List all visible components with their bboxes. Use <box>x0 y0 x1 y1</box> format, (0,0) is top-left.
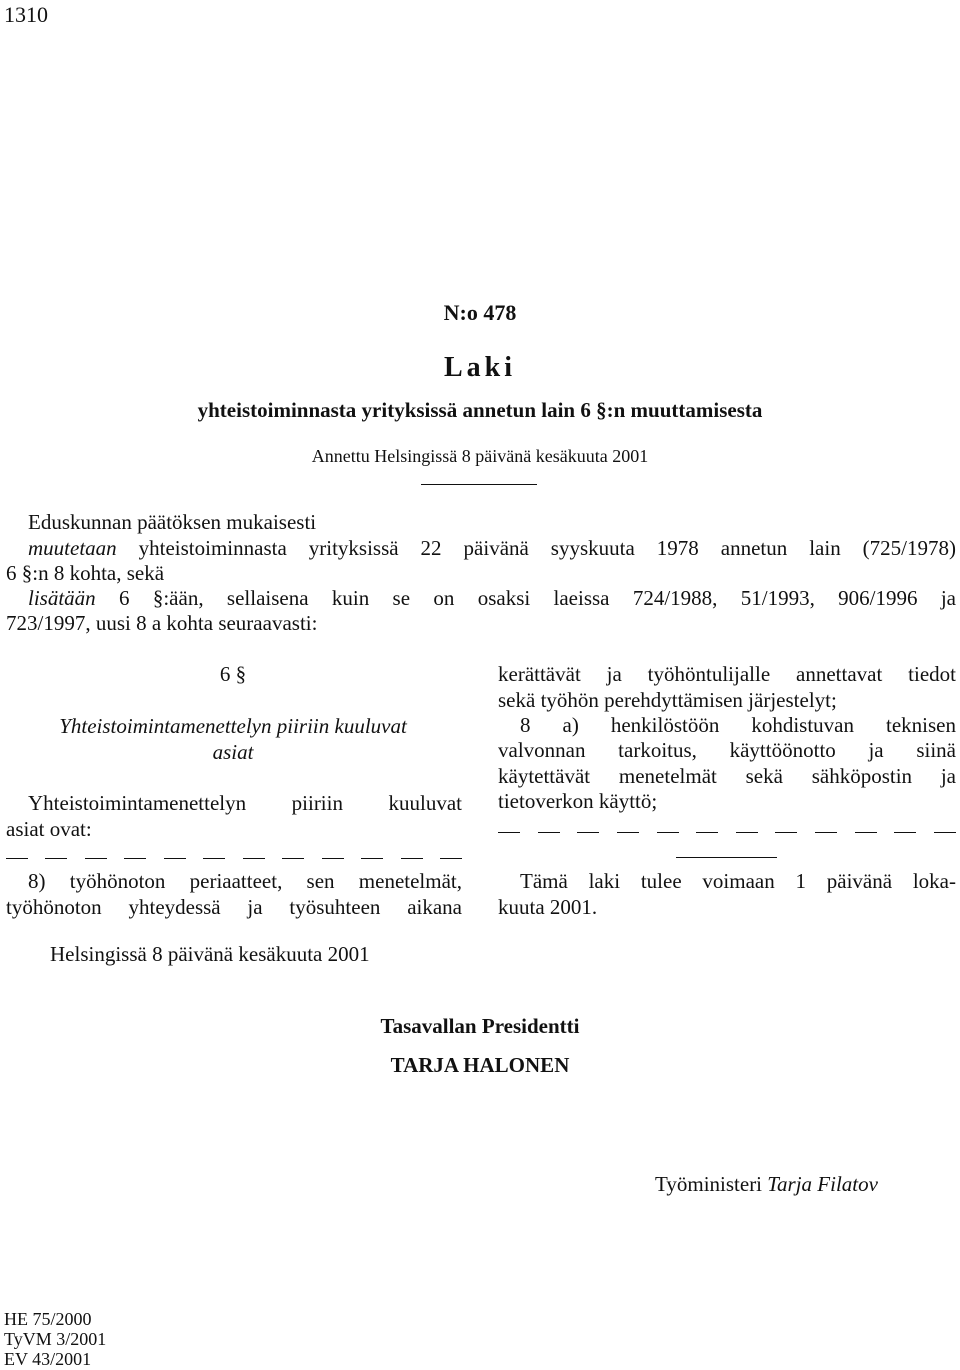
preamble-cont-3 <box>6 611 956 637</box>
minister-signature: Työministeri Tarja Filatov <box>655 1172 878 1196</box>
statute-number: N:o 478 <box>443 300 517 325</box>
right-line-2: sekä työhön perehdyttämisen järjestelyt; <box>498 687 837 712</box>
preamble-cont-2 <box>28 586 956 612</box>
right-line-4: valvonnan tarkoitus, käyttöönotto ja siinä <box>498 738 956 762</box>
right-line-6: tietoverkon käyttö; <box>498 789 658 813</box>
reference-ev: EV 43/2001 <box>4 1349 92 1369</box>
section-body-line-1: Yhteistoimintamenettelyn piiriin kuuluvat <box>28 791 462 815</box>
reference-he: HE 75/2000 <box>4 1309 92 1329</box>
preamble-line-1: Eduskunnan päätöksen mukaisesti <box>28 510 317 534</box>
right-column-text <box>498 662 956 713</box>
right-line-5: käytettävät menetelmät sekä sähköpostin ja <box>498 763 956 788</box>
preamble-line-4: lisätään 6 §:ään, sellaisena kuin se on osaksi laeissa 724/1988, 51/1993, 906/1996 ja <box>28 586 956 610</box>
entry-into-force-1: Tämä laki tulee voimaan 1 päivänä loka- <box>520 869 956 893</box>
president-name: TARJA HALONEN <box>390 1053 570 1077</box>
law-title: Laki <box>443 352 517 383</box>
section-heading: Yhteistoimintamenettelyn piiriin kuuluvat asiat <box>59 714 407 764</box>
header-divider <box>421 484 537 485</box>
preamble-line-5: 723/1997, uusi 8 a kohta seuraavasti: <box>6 611 318 635</box>
item-8a-line-1-wrap <box>520 713 956 739</box>
right-line-3: 8 a) henkilöstöön kohdistuvan teknisen <box>520 713 956 737</box>
omission-dashes-left <box>6 858 462 859</box>
preamble-cont <box>6 561 956 587</box>
president-role: Tasavallan Presidentti <box>380 1014 580 1038</box>
omission-dashes-right <box>498 832 956 833</box>
preamble-line-2: muutetaan yhteistoiminnasta yrityksissä 22 päivänä syyskuuta 1978 annetun lain (725/1978) <box>28 535 956 560</box>
page-number: 1310 <box>4 2 48 27</box>
entry-divider <box>676 857 777 858</box>
item-8-line-2: työhönoton yhteydessä ja työsuhteen aikana <box>6 895 462 919</box>
place-date: Helsingissä 8 päivänä kesäkuuta 2001 <box>50 942 370 966</box>
item-8-line-1: 8) työhönoton periaatteet, sen menetelmät, <box>28 869 462 893</box>
reference-tyvm: TyVM 3/2001 <box>4 1329 107 1349</box>
preamble <box>28 510 956 561</box>
references <box>4 1309 106 1369</box>
preamble-line-3: 6 §:n 8 kohta, sekä <box>6 561 165 585</box>
section-body-line-2: asiat ovat: <box>6 817 92 841</box>
right-line-1: kerättävät ja työhöntulijalle annettavat tiedot <box>498 662 956 686</box>
law-subtitle: yhteistoiminnasta yrityksissä annetun lain 6 §:n muuttamisesta <box>197 398 763 422</box>
entry-into-force-2: kuuta 2001. <box>498 895 598 919</box>
section-number: 6 § <box>219 662 247 686</box>
item-8a-cont <box>498 738 956 815</box>
given-date: Annettu Helsingissä 8 päivänä kesäkuuta 2001 <box>311 446 649 466</box>
